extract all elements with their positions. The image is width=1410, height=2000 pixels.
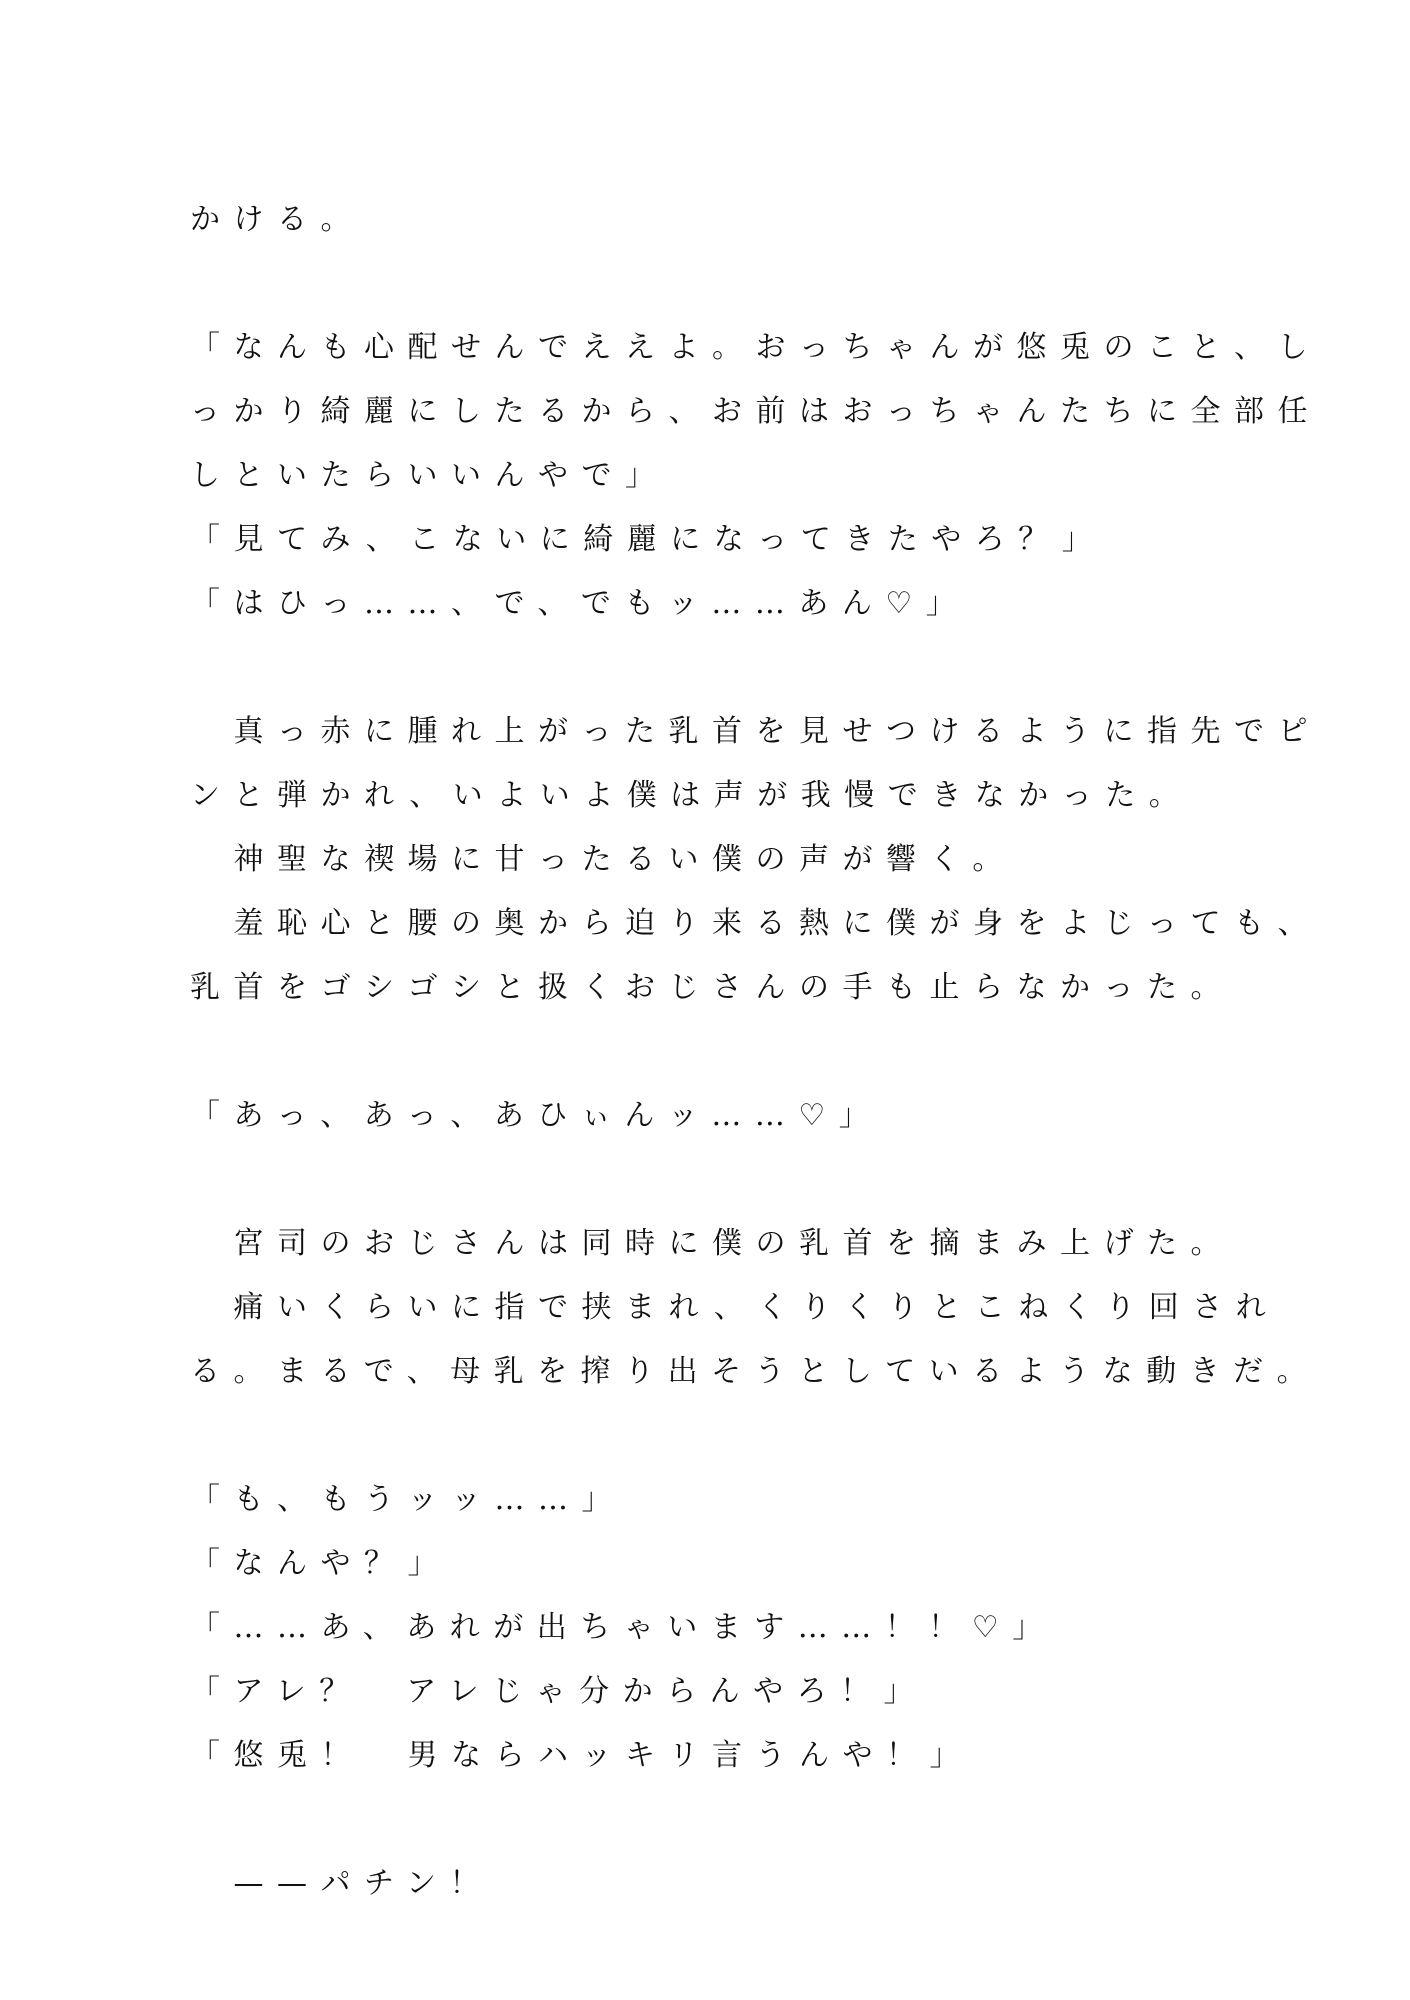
text-line: 「なんも心配せんでええよ。おっちゃんが悠兎のこと、し — [190, 330, 1321, 365]
text-line: 神聖な禊場に甘ったるい僕の声が響く。 — [190, 842, 1016, 877]
text-line: ンと弾かれ、いよいよ僕は声が我慢できなかった。 — [190, 778, 1193, 813]
text-line: 「あっ、あっ、あひぃんッ……♡」 — [190, 1098, 883, 1133]
text-line: しといたらいいんやで」 — [190, 458, 669, 493]
text-line: 真っ赤に腫れ上がった乳首を見せつけるように指先でピ — [190, 714, 1321, 749]
text-line: 宮司のおじさんは同時に僕の乳首を摘まみ上げた。 — [190, 1226, 1234, 1261]
blank-line — [190, 636, 1230, 700]
text-line: 「アレ？ アレじゃ分からんやろ！」 — [190, 1674, 928, 1709]
text-line: 「はひっ……、で、でもッ……あん♡」 — [190, 586, 970, 621]
text-line: 「なんや？」 — [190, 1546, 451, 1581]
blank-line — [190, 1788, 1230, 1852]
body-text — [190, 188, 1321, 1916]
text-line: ——パチン！ — [190, 1866, 493, 1901]
text-line: 「……あ、あれが出ちゃいます……！！♡」 — [190, 1610, 1056, 1645]
text-line: っかり綺麗にしたるから、お前はおっちゃんたちに全部任 — [190, 394, 1321, 429]
blank-line — [190, 252, 1230, 316]
text-line: 「見てみ、こないに綺麗になってきたやろ？」 — [190, 522, 1106, 557]
blank-line — [190, 1148, 1230, 1212]
text-line: かける。 — [190, 202, 364, 237]
text-line: 痛いくらいに指で挟まれ、くりくりとこねくり回され — [190, 1290, 1280, 1325]
blank-line — [190, 1020, 1230, 1084]
text-line: 羞恥心と腰の奥から迫り来る熱に僕が身をよじっても、 — [190, 906, 1321, 941]
text-line: る。まるで、母乳を搾り出そうとしているような動きだ。 — [190, 1354, 1321, 1389]
text-line: 乳首をゴシゴシと扱くおじさんの手も止らなかった。 — [190, 970, 1234, 1005]
text-line: 「悠兎！ 男ならハッキリ言うんや！」 — [190, 1738, 973, 1773]
blank-line — [190, 1404, 1230, 1468]
text-line: 「も、もうッッ……」 — [190, 1482, 625, 1517]
